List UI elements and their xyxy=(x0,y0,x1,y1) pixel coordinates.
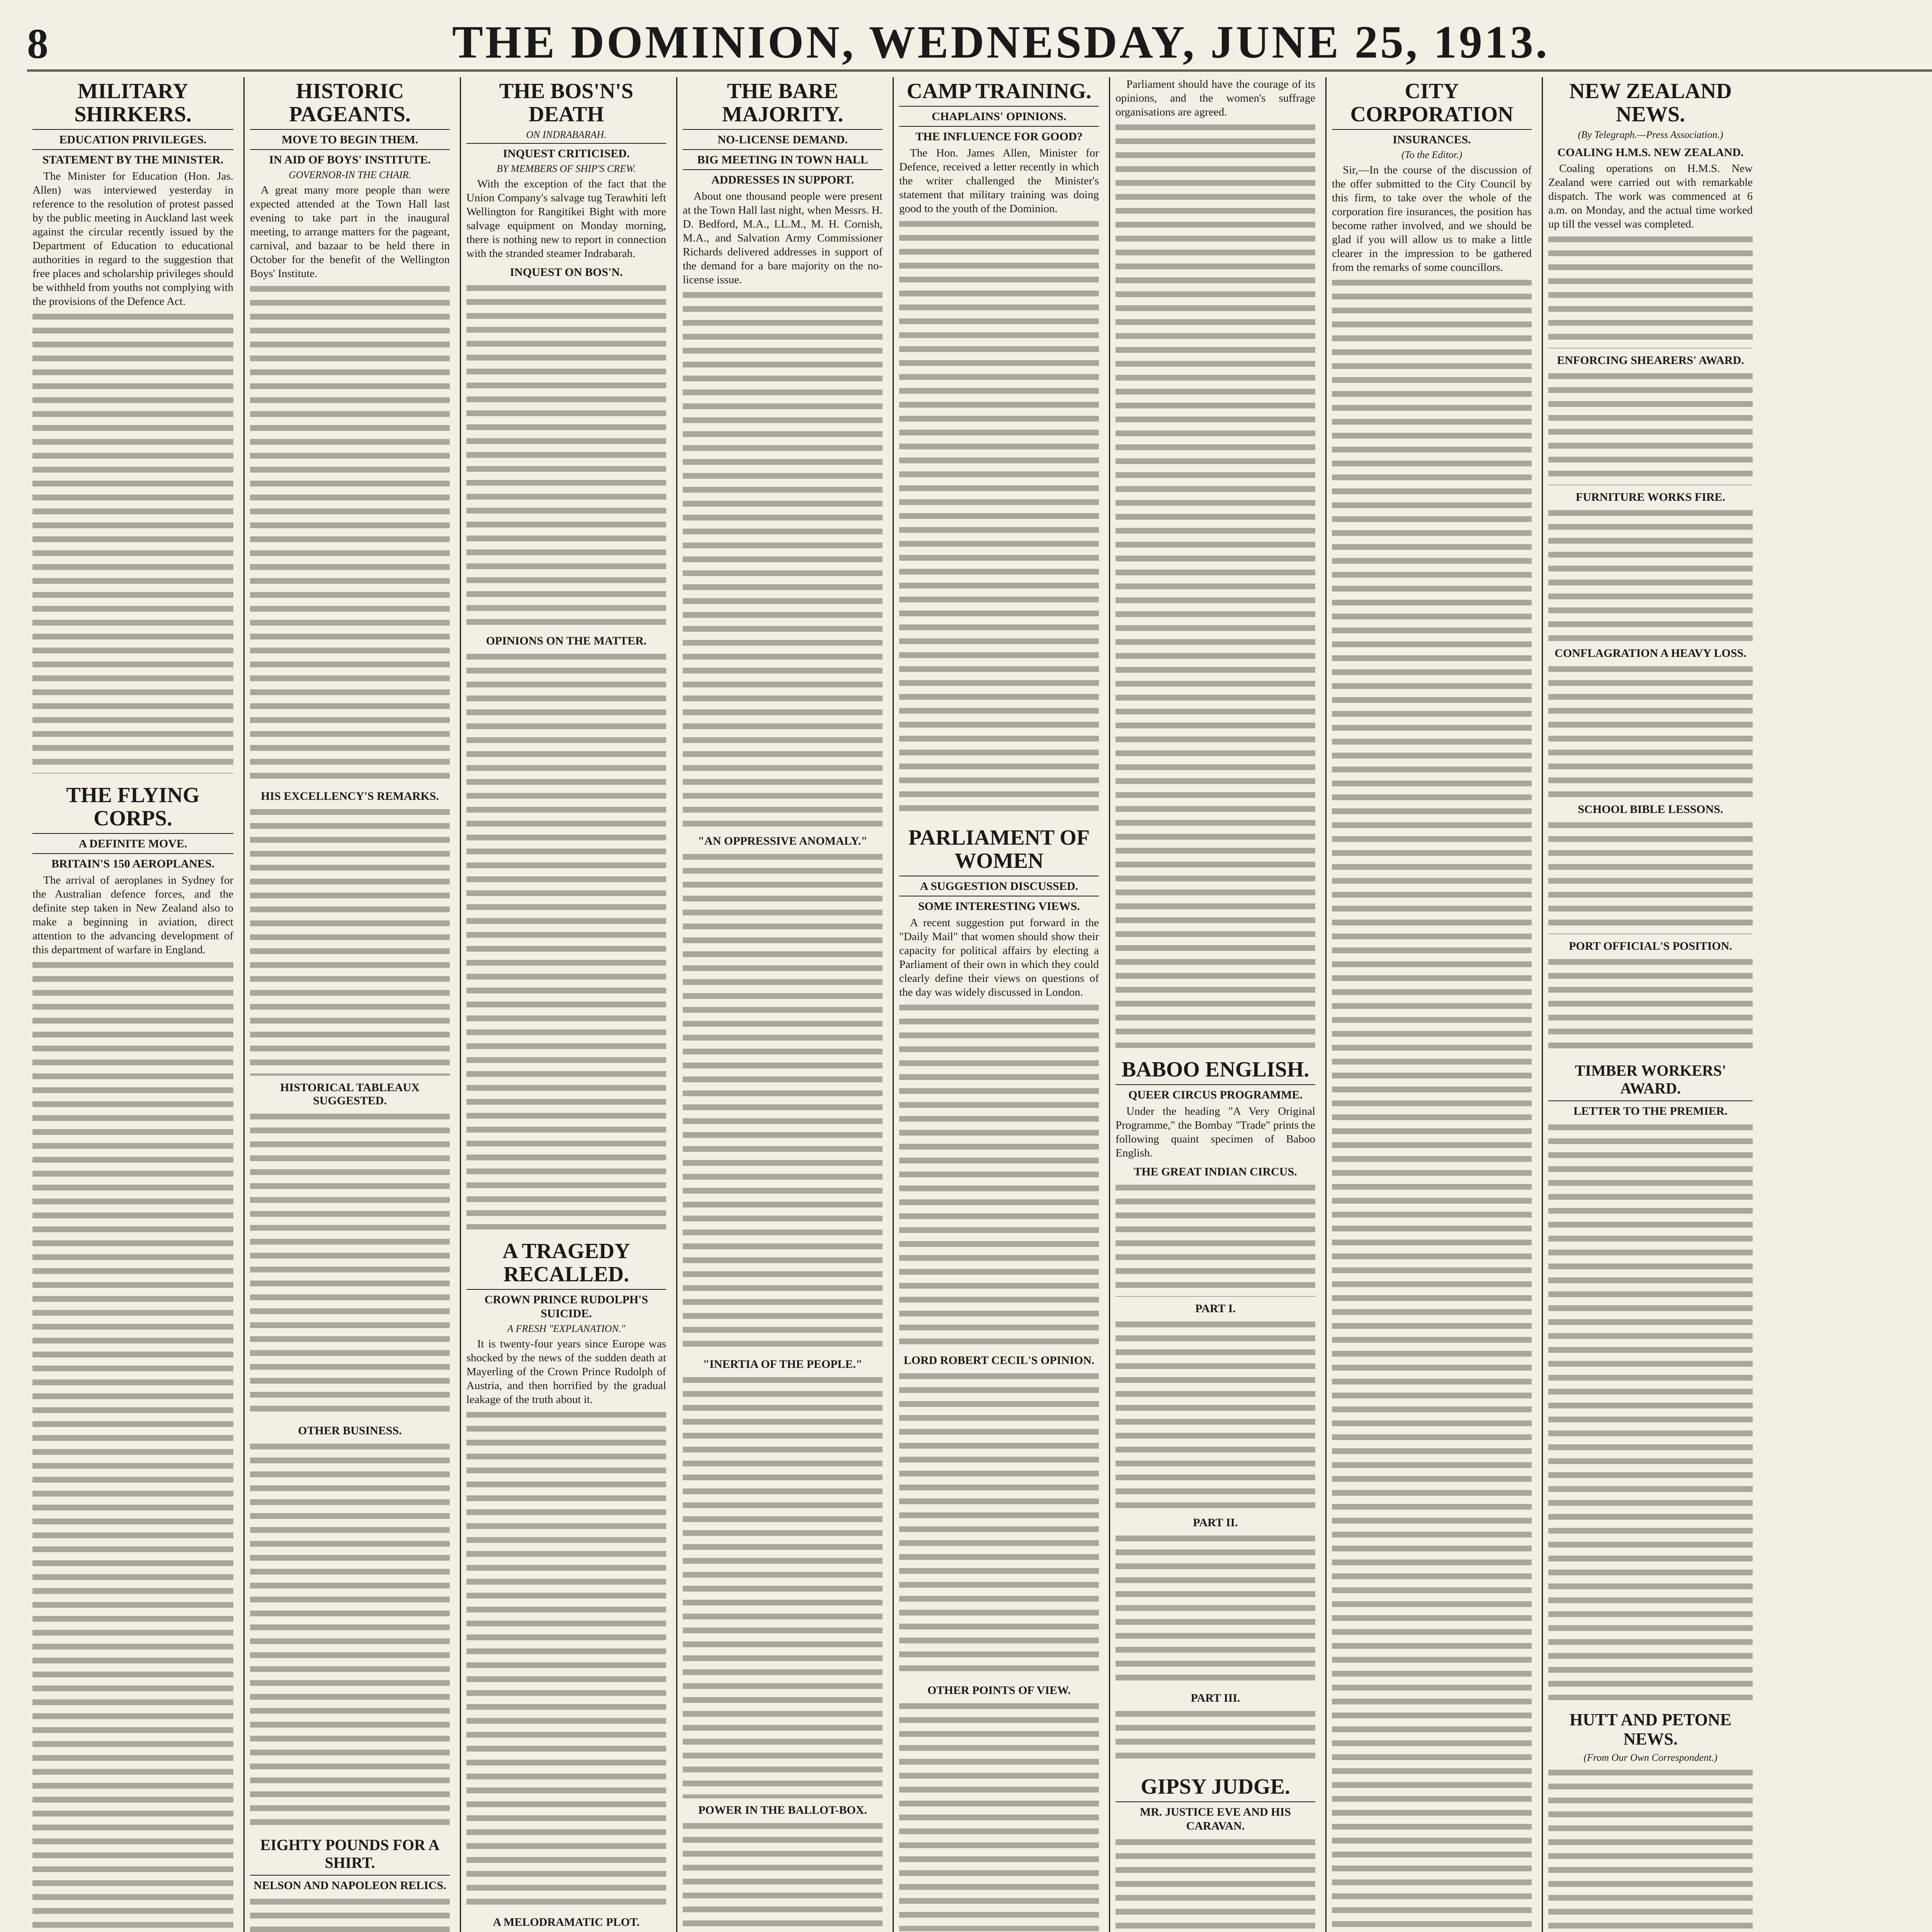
body-text xyxy=(32,310,233,774)
column-1 xyxy=(27,77,239,1932)
column-2 xyxy=(243,77,455,1932)
deck: CROWN PRINCE RUDOLPH'S SUICIDE. xyxy=(466,1289,666,1321)
article-parliament-cont xyxy=(1116,77,1315,1048)
section-heading: HISTORICAL TABLEAUX SUGGESTED. xyxy=(280,1081,420,1107)
section-heading: PART III. xyxy=(1190,1692,1240,1704)
section-heading: PART I. xyxy=(1195,1302,1236,1315)
article-historic-pageants xyxy=(250,80,450,1826)
deck: NO-LICENSE DEMAND. xyxy=(683,129,883,147)
body-text xyxy=(1548,955,1753,1052)
headline: THE BOS'N'S DEATH xyxy=(499,79,634,126)
headline: BABOO ENGLISH. xyxy=(1121,1058,1310,1082)
subhead: A FRESH "EXPLANATION." xyxy=(507,1323,626,1334)
deck: QUEER CIRCUS PROGRAMME. xyxy=(1116,1084,1315,1102)
column-3 xyxy=(460,77,672,1932)
headline: A TRAGEDY RECALLED. xyxy=(502,1239,630,1286)
section-heading: INQUEST ON BOS'N. xyxy=(510,266,623,279)
section-heading: THE GREAT INDIAN CIRCUS. xyxy=(1134,1165,1297,1178)
section-heading: SCHOOL BIBLE LESSONS. xyxy=(1578,803,1723,816)
subhead: BRITAIN'S 150 AEROPLANES. xyxy=(32,853,233,871)
deck: INQUEST CRITICISED. xyxy=(466,143,666,161)
subhead: (By Telegraph.—Press Association.) xyxy=(1578,129,1723,140)
headline: NEW ZEALAND NEWS. xyxy=(1569,79,1732,126)
subhead: (From Our Own Correspondent.) xyxy=(1583,1752,1718,1763)
subhead-2: GOVERNOR-IN THE CHAIR. xyxy=(288,169,411,180)
body-text xyxy=(1548,662,1753,798)
body-text xyxy=(899,1369,1099,1679)
deck: CHAPLAINS' OPINIONS. xyxy=(899,106,1099,124)
deck: A SUGGESTION DISCUSSED. xyxy=(899,876,1099,893)
section-heading: HIS EXCELLENCY'S REMARKS. xyxy=(261,790,439,803)
lead-paragraph: About one thousand people were present at the Town Hall last night, when Messrs. H. D. Bedford, M.A., LL.M., M. H. Cornish, M.A., and Salvation Army Commissioner Richards delivered addresses in support of the demand for a bare majority on the no-license issue. xyxy=(683,190,883,286)
deck: NELSON AND NAPOLEON RELICS. xyxy=(250,1875,450,1893)
body-text xyxy=(683,1819,883,1932)
article-gipsy-judge xyxy=(1116,1775,1315,1932)
body-text xyxy=(250,282,450,784)
article-hutt-petone xyxy=(1548,1710,1753,1932)
column-7 xyxy=(1325,77,1537,1932)
deck: LETTER TO THE PREMIER. xyxy=(1548,1100,1753,1118)
lead-paragraph: Under the heading "A Very Original Programme," the Bombay "Trade" prints the following quaint specimen of Baboo English. xyxy=(1116,1105,1315,1159)
article-bosns-death xyxy=(466,80,666,1230)
body-text xyxy=(250,805,450,1076)
section-heading: OTHER POINTS OF VIEW. xyxy=(927,1684,1071,1697)
body-text xyxy=(466,281,666,629)
body-text xyxy=(466,1408,666,1910)
body-text xyxy=(1548,506,1753,641)
subhead-2: ADDRESSES IN SUPPORT. xyxy=(683,169,883,187)
section-heading: "AN OPPRESSIVE ANOMALY." xyxy=(698,835,867,847)
headline: THE BARE MAJORITY. xyxy=(722,79,844,126)
columns xyxy=(27,77,1932,1932)
section-heading: ENFORCING SHEARERS' AWARD. xyxy=(1557,354,1744,367)
body-text xyxy=(466,650,666,1230)
lead-paragraph: Sir,—In the course of the discussion of the offer submitted to the City Council by this firm, to take over the whole of the corporation fire insurances, the position has become rather involved, and we should be glad if you will allow us to make a little clearer in the impression to be gathered from the remarks of some councillors. xyxy=(1332,164,1532,274)
section-heading: OPINIONS ON THE MATTER. xyxy=(486,634,647,647)
column-8 xyxy=(1542,77,1758,1932)
body-text xyxy=(1548,233,1753,349)
deck: INSURANCES. xyxy=(1332,129,1532,147)
section-heading: FURNITURE WORKS FIRE. xyxy=(1576,491,1725,503)
column-6 xyxy=(1109,77,1321,1932)
subhead: IN AID OF BOYS' INSTITUTE. xyxy=(250,149,450,167)
headline: HUTT AND PETONE NEWS. xyxy=(1570,1710,1731,1748)
article-flying-corps xyxy=(32,784,233,1932)
body-text xyxy=(250,1895,450,1932)
section-heading: CONFLAGRATION A HEAVY LOSS. xyxy=(1554,647,1747,660)
headline: TIMBER WORKERS' AWARD. xyxy=(1575,1062,1726,1097)
lead-paragraph: A recent suggestion put forward in the "Daily Mail" that women should show their capacity for political affairs by electing a Parliament of their own in which they could clearly define their views on questions of the day was widely discussed in London. xyxy=(899,917,1099,998)
deck: MOVE TO BEGIN THEM. xyxy=(250,129,450,147)
headline: EIGHTY POUNDS FOR A SHIRT. xyxy=(260,1836,440,1871)
section-heading: "INERTIA OF THE PEOPLE." xyxy=(703,1358,862,1371)
section-heading: LORD ROBERT CECIL'S OPINION. xyxy=(903,1354,1095,1367)
subhead: ON INDRABARAH. xyxy=(526,129,607,140)
article-military-shirkers xyxy=(32,80,233,774)
lead-paragraph: The arrival of aeroplanes in Sydney for the Australian defence forces, and the definite step taken in New Zealand also to make a beginning in aviation, direct attention to the advancing development of this department of warfare in England. xyxy=(32,874,233,956)
body-text xyxy=(1548,369,1753,485)
deck: MR. JUSTICE EVE AND HIS CARAVAN. xyxy=(1116,1801,1315,1833)
subhead: BIG MEETING IN TOWN HALL xyxy=(683,149,883,167)
headline: PARLIAMENT OF WOMEN xyxy=(908,826,1090,873)
headline: GIPSY JUDGE. xyxy=(1141,1775,1290,1799)
section-heading: COALING H.M.S. NEW ZEALAND. xyxy=(1557,146,1744,159)
body-text xyxy=(250,1110,450,1419)
body-text xyxy=(1116,1181,1315,1297)
section-heading: OTHER BUSINESS. xyxy=(298,1424,402,1437)
body-text xyxy=(250,1440,450,1826)
body-text xyxy=(1116,1532,1315,1686)
article-baboo-english xyxy=(1116,1058,1315,1765)
subhead-2: BY MEMBERS OF SHIP'S CREW. xyxy=(497,163,636,174)
headline: CITY CORPORATION xyxy=(1350,79,1514,126)
deck: A DEFINITE MOVE. xyxy=(32,833,233,851)
article-tragedy-recalled xyxy=(466,1240,666,1932)
headline: THE FLYING CORPS. xyxy=(66,783,200,830)
page-number: 8 xyxy=(27,20,48,67)
article-nz-news xyxy=(1548,80,1753,1052)
body-text xyxy=(683,850,883,1352)
article-camp-training xyxy=(899,80,1099,816)
article-city-corporation xyxy=(1332,80,1532,1932)
masthead xyxy=(27,12,1932,71)
paper-title: THE DOMINION, WEDNESDAY, JUNE 25, 1913. xyxy=(452,16,1549,68)
lead-paragraph: It is twenty-four years since Europe was shocked by the news of the sudden death at Mayerling of the Crown Prince Rudolph of Austria, and then horrified by the gradual leakage of the truth about it. xyxy=(466,1338,666,1406)
body-text xyxy=(899,1001,1099,1349)
lead-paragraph: The Hon. James Allen, Minister for Defence, received a letter recently in which the writer challenged the Minister's statement that military training was doing good to the youth of the Dominion. xyxy=(899,147,1099,215)
section-heading: A MELODRAMATIC PLOT. xyxy=(493,1916,640,1929)
headline: HISTORIC PAGEANTS. xyxy=(289,79,411,126)
subhead: THE INFLUENCE FOR GOOD? xyxy=(899,126,1099,144)
subhead: SOME INTERESTING VIEWS. xyxy=(899,896,1099,913)
body-text xyxy=(899,1699,1099,1931)
lead-paragraph: The Minister for Education (Hon. Jas. Allen) was interviewed yesterday in reference to the resolution of protest passed by the public meeting in Auckland last week against the circular recently issued by the Department of Education to educational authorities in regard to the suggestion that free places and scholarship privileges should be withheld from youths not complying with the provisions of the Defence Act. xyxy=(32,170,233,308)
section-heading: PORT OFFICIAL'S POSITION. xyxy=(1569,940,1732,952)
headline: CAMP TRAINING. xyxy=(906,79,1092,103)
column-5 xyxy=(893,77,1104,1932)
section-heading: PART II. xyxy=(1193,1516,1238,1529)
article-bare-majority xyxy=(683,80,883,1932)
article-parliament-of-women xyxy=(899,826,1099,1931)
column-4 xyxy=(676,77,888,1932)
body-text xyxy=(1332,276,1532,1932)
article-eighty-pounds xyxy=(250,1836,450,1932)
body-text xyxy=(1116,121,1315,1048)
lead-paragraph: Parliament should have the courage of its opinions, and the women's suffrage organisations are agreed. xyxy=(1116,78,1315,118)
headline: MILITARY SHIRKERS. xyxy=(74,79,192,126)
body-text xyxy=(1548,818,1753,934)
body-text xyxy=(1548,1121,1753,1700)
section-heading: POWER IN THE BALLOT-BOX. xyxy=(698,1804,867,1816)
deck: EDUCATION PRIVILEGES. xyxy=(32,129,233,147)
body-text xyxy=(1116,1318,1315,1511)
body-text xyxy=(1116,1835,1315,1932)
lead-paragraph: A great many more people than were expected attended at the Town Hall last evening to take part in the inaugural meeting, to arrange matters for the pageant, carnival, and bazaar to be held there in October for the benefit of the Wellington Boys' Institute. xyxy=(250,184,450,280)
body-text xyxy=(899,217,1099,816)
body-text xyxy=(1116,1707,1315,1765)
body-text xyxy=(683,288,883,829)
body-text xyxy=(683,1373,883,1798)
article-timber-workers xyxy=(1548,1062,1753,1700)
body-text xyxy=(32,958,233,1932)
lead-paragraph: Coaling operations on H.M.S. New Zealand were carried out with remarkable dispatch. The work was commenced at 6 a.m. on Monday, and the actual time worked up till the vessel was completed. xyxy=(1548,162,1753,230)
subhead: (To the Editor.) xyxy=(1401,149,1463,160)
subhead: STATEMENT BY THE MINISTER. xyxy=(32,149,233,167)
lead-paragraph: With the exception of the fact that the Union Company's salvage tug Terawhiti left Wellington for Rangitikei Bight with more salvage equipment on Monday morning, there is nothing new to report in connection with the stranded steamer Indrabarah. xyxy=(466,178,666,260)
body-text xyxy=(1548,1766,1753,1932)
